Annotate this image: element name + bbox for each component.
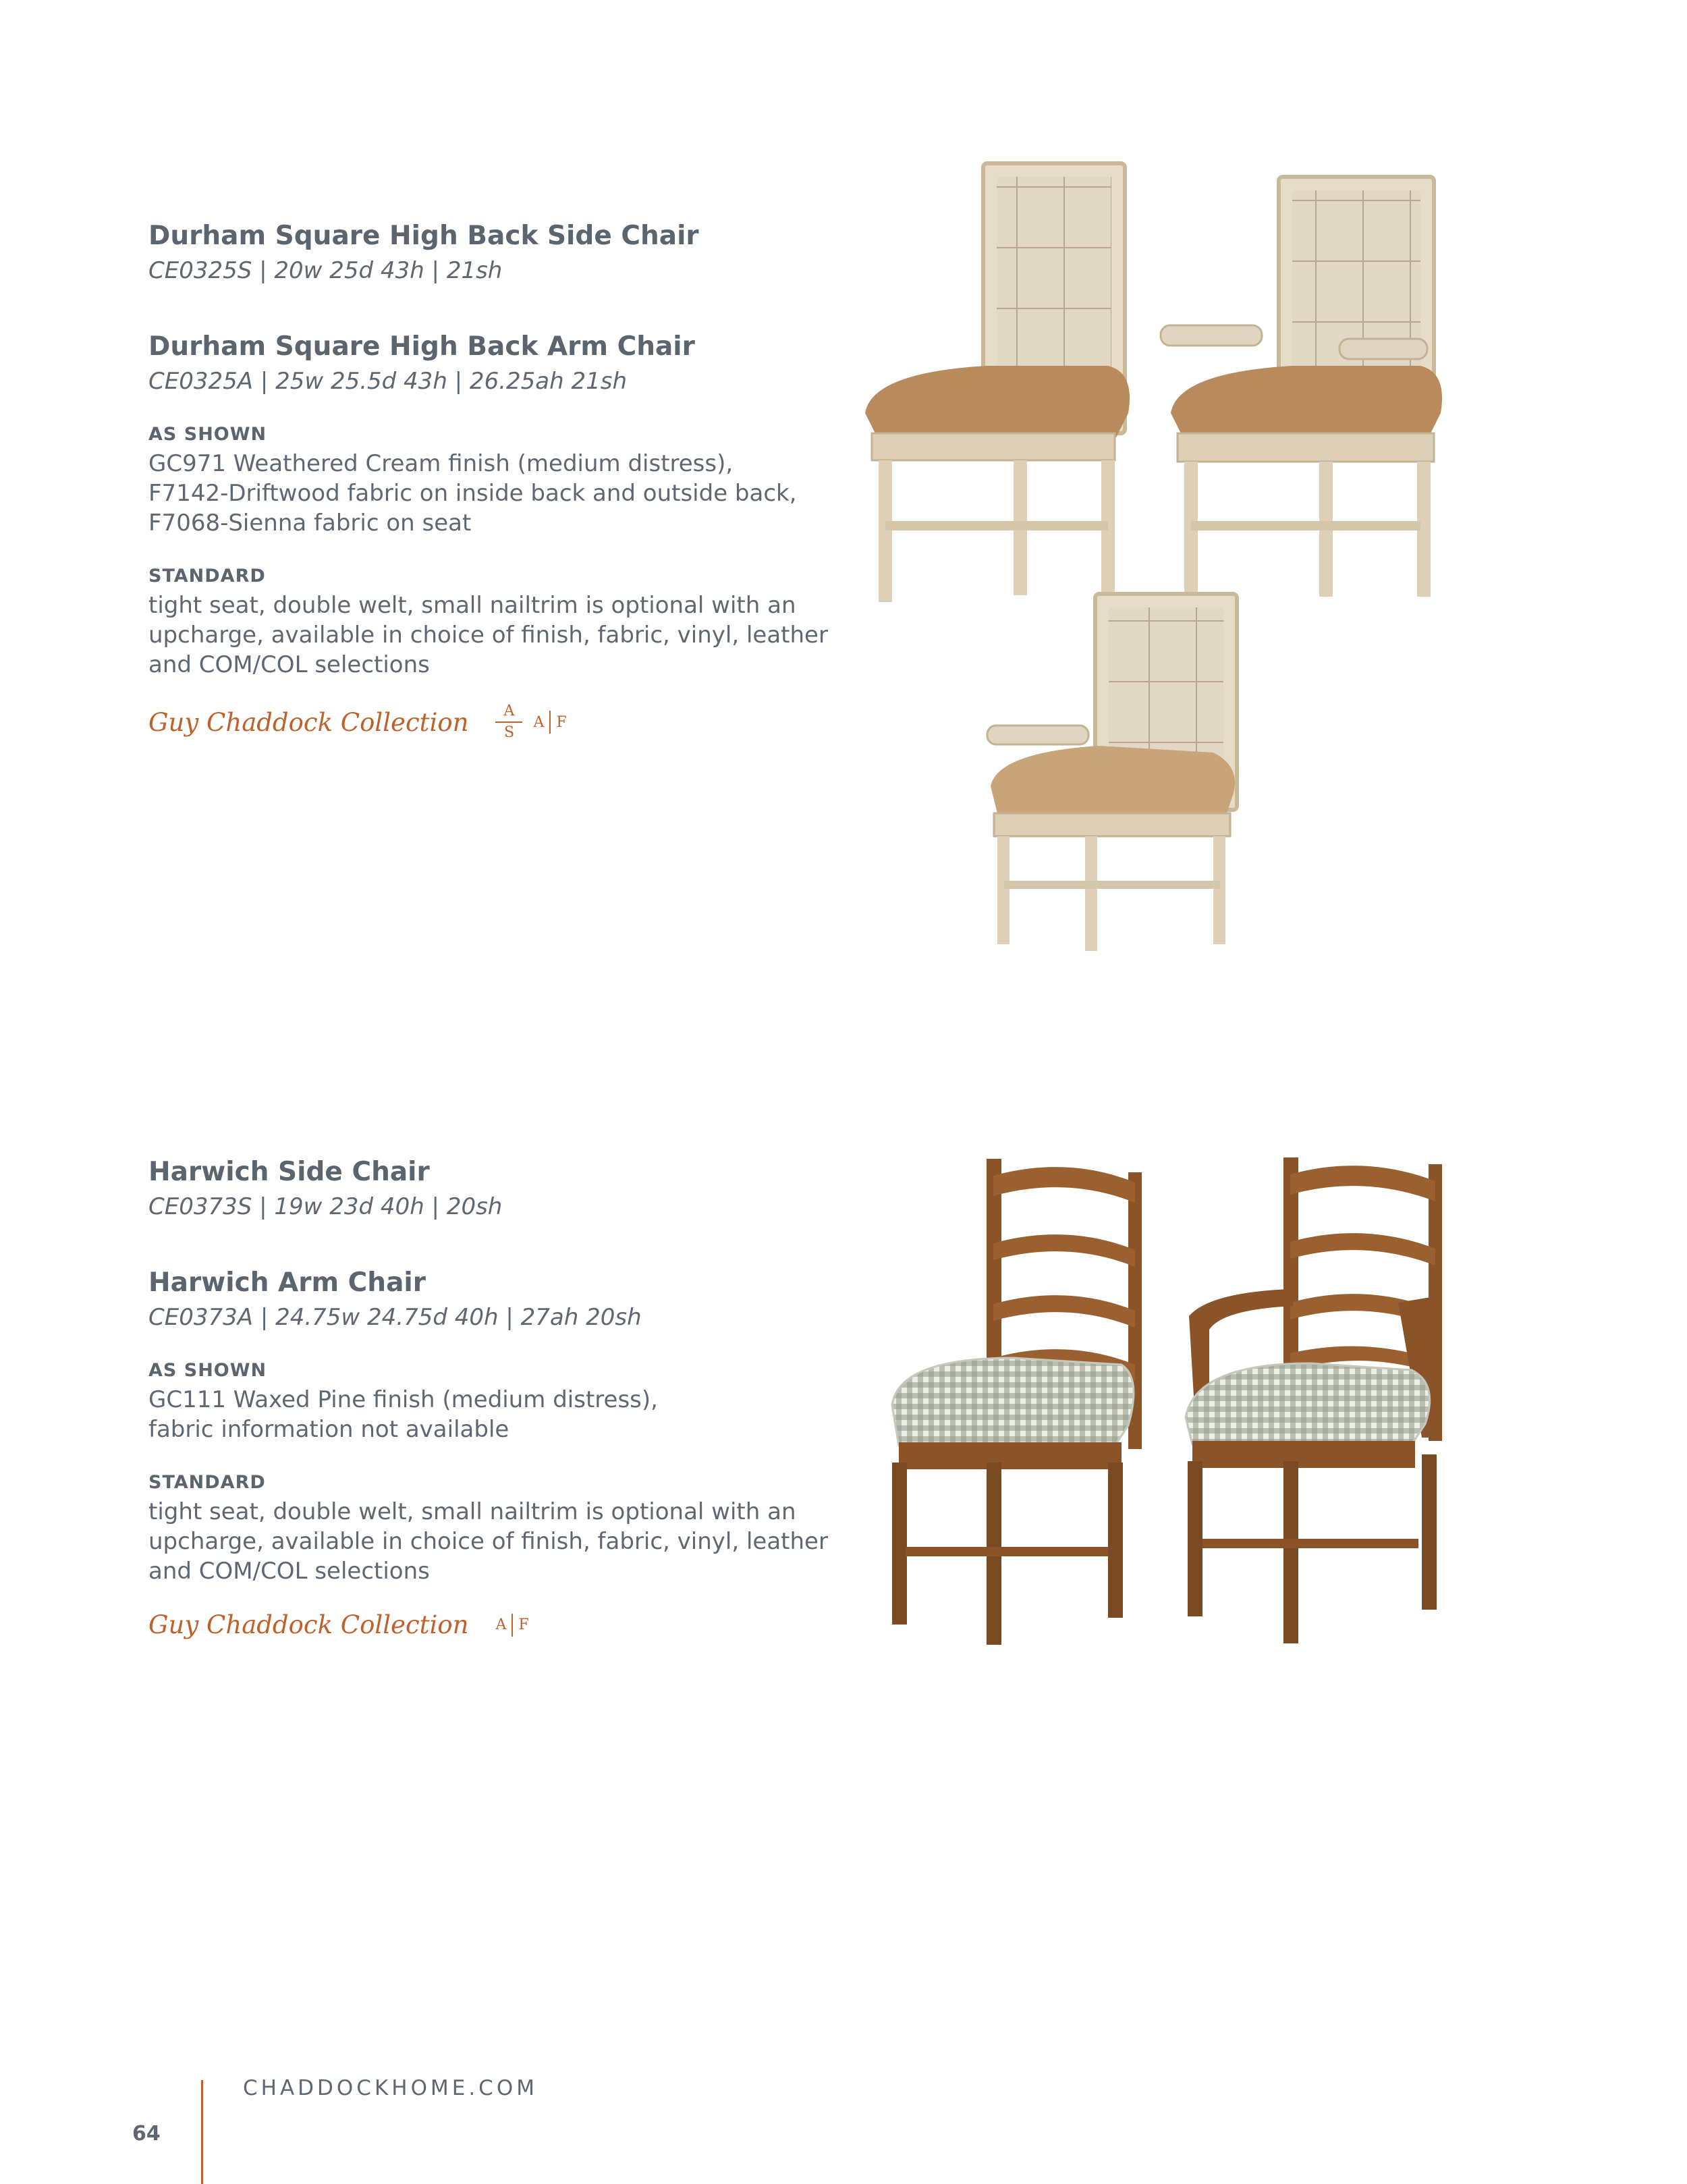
product-dimensions: CE0325S | 20w 25d 43h | 21sh	[148, 257, 503, 284]
code-divider	[495, 721, 522, 723]
product-harwich	[148, 1155, 864, 1639]
standard-description: tight seat, double welt, small nailtrim is optional with an upcharge, available in choice of finish, fabric, vinyl, leather and COM/COL selections	[148, 1498, 828, 1585]
code-separator	[511, 1614, 513, 1637]
product-title: Durham Square High Back Side Chair	[148, 221, 699, 251]
standard-label: STANDARD	[148, 566, 266, 586]
code-f: F	[556, 713, 567, 731]
standard-description: tight seat, double welt, small nailtrim is optional with an upcharge, available in choice of finish, fabric, vinyl, leather and COM/COL selections	[148, 592, 828, 678]
code-stack	[495, 704, 522, 740]
as-shown-label: AS SHOWN	[148, 1360, 267, 1381]
standard-label: STANDARD	[148, 1472, 266, 1493]
as-shown-description: GC111 Waxed Pine finish (medium distress), fabric information not available	[148, 1386, 658, 1443]
product-dimensions: CE0373S | 19w 23d 40h | 20sh	[148, 1193, 503, 1220]
availability-codes	[495, 704, 566, 740]
product-dimensions: CE0373A | 24.75w 24.75d 40h | 27ah 20sh	[148, 1304, 642, 1331]
as-shown-description: GC971 Weathered Cream finish (medium distress), F7142-Driftwood fabric on inside back and outside back, F7068-Sienna fabric on seat	[148, 450, 797, 537]
durham-side-chair-image	[852, 157, 1149, 609]
page-number: 64	[132, 2122, 161, 2146]
code-af	[533, 711, 566, 734]
code-a: A	[495, 1616, 507, 1633]
durham-arm-chair-back-image	[984, 591, 1254, 955]
product-title: Harwich Side Chair	[148, 1157, 430, 1187]
website-url: CHADDOCKHOME.COM	[243, 2076, 538, 2100]
collection-name: Guy Chaddock Collection	[148, 1610, 469, 1639]
product-durham	[148, 219, 864, 740]
code-separator	[549, 711, 551, 734]
durham-arm-chair-image	[1151, 170, 1461, 609]
footer-divider	[201, 2080, 203, 2184]
code-af	[495, 1614, 528, 1637]
code-f: F	[518, 1616, 529, 1633]
harwich-side-chair-image	[885, 1155, 1149, 1648]
code-top: A	[503, 703, 515, 719]
code-a: A	[533, 713, 545, 731]
product-title: Durham Square High Back Arm Chair	[148, 331, 695, 362]
collection-name: Guy Chaddock Collection	[148, 707, 469, 737]
product-title: Harwich Arm Chair	[148, 1267, 426, 1298]
harwich-arm-chair-image	[1182, 1147, 1452, 1647]
collection-row	[148, 704, 864, 740]
as-shown-label: AS SHOWN	[148, 424, 267, 445]
code-bottom: S	[503, 724, 515, 741]
collection-row	[148, 1610, 864, 1639]
availability-codes	[495, 1614, 528, 1637]
product-dimensions: CE0325A | 25w 25.5d 43h | 26.25ah 21sh	[148, 368, 627, 395]
